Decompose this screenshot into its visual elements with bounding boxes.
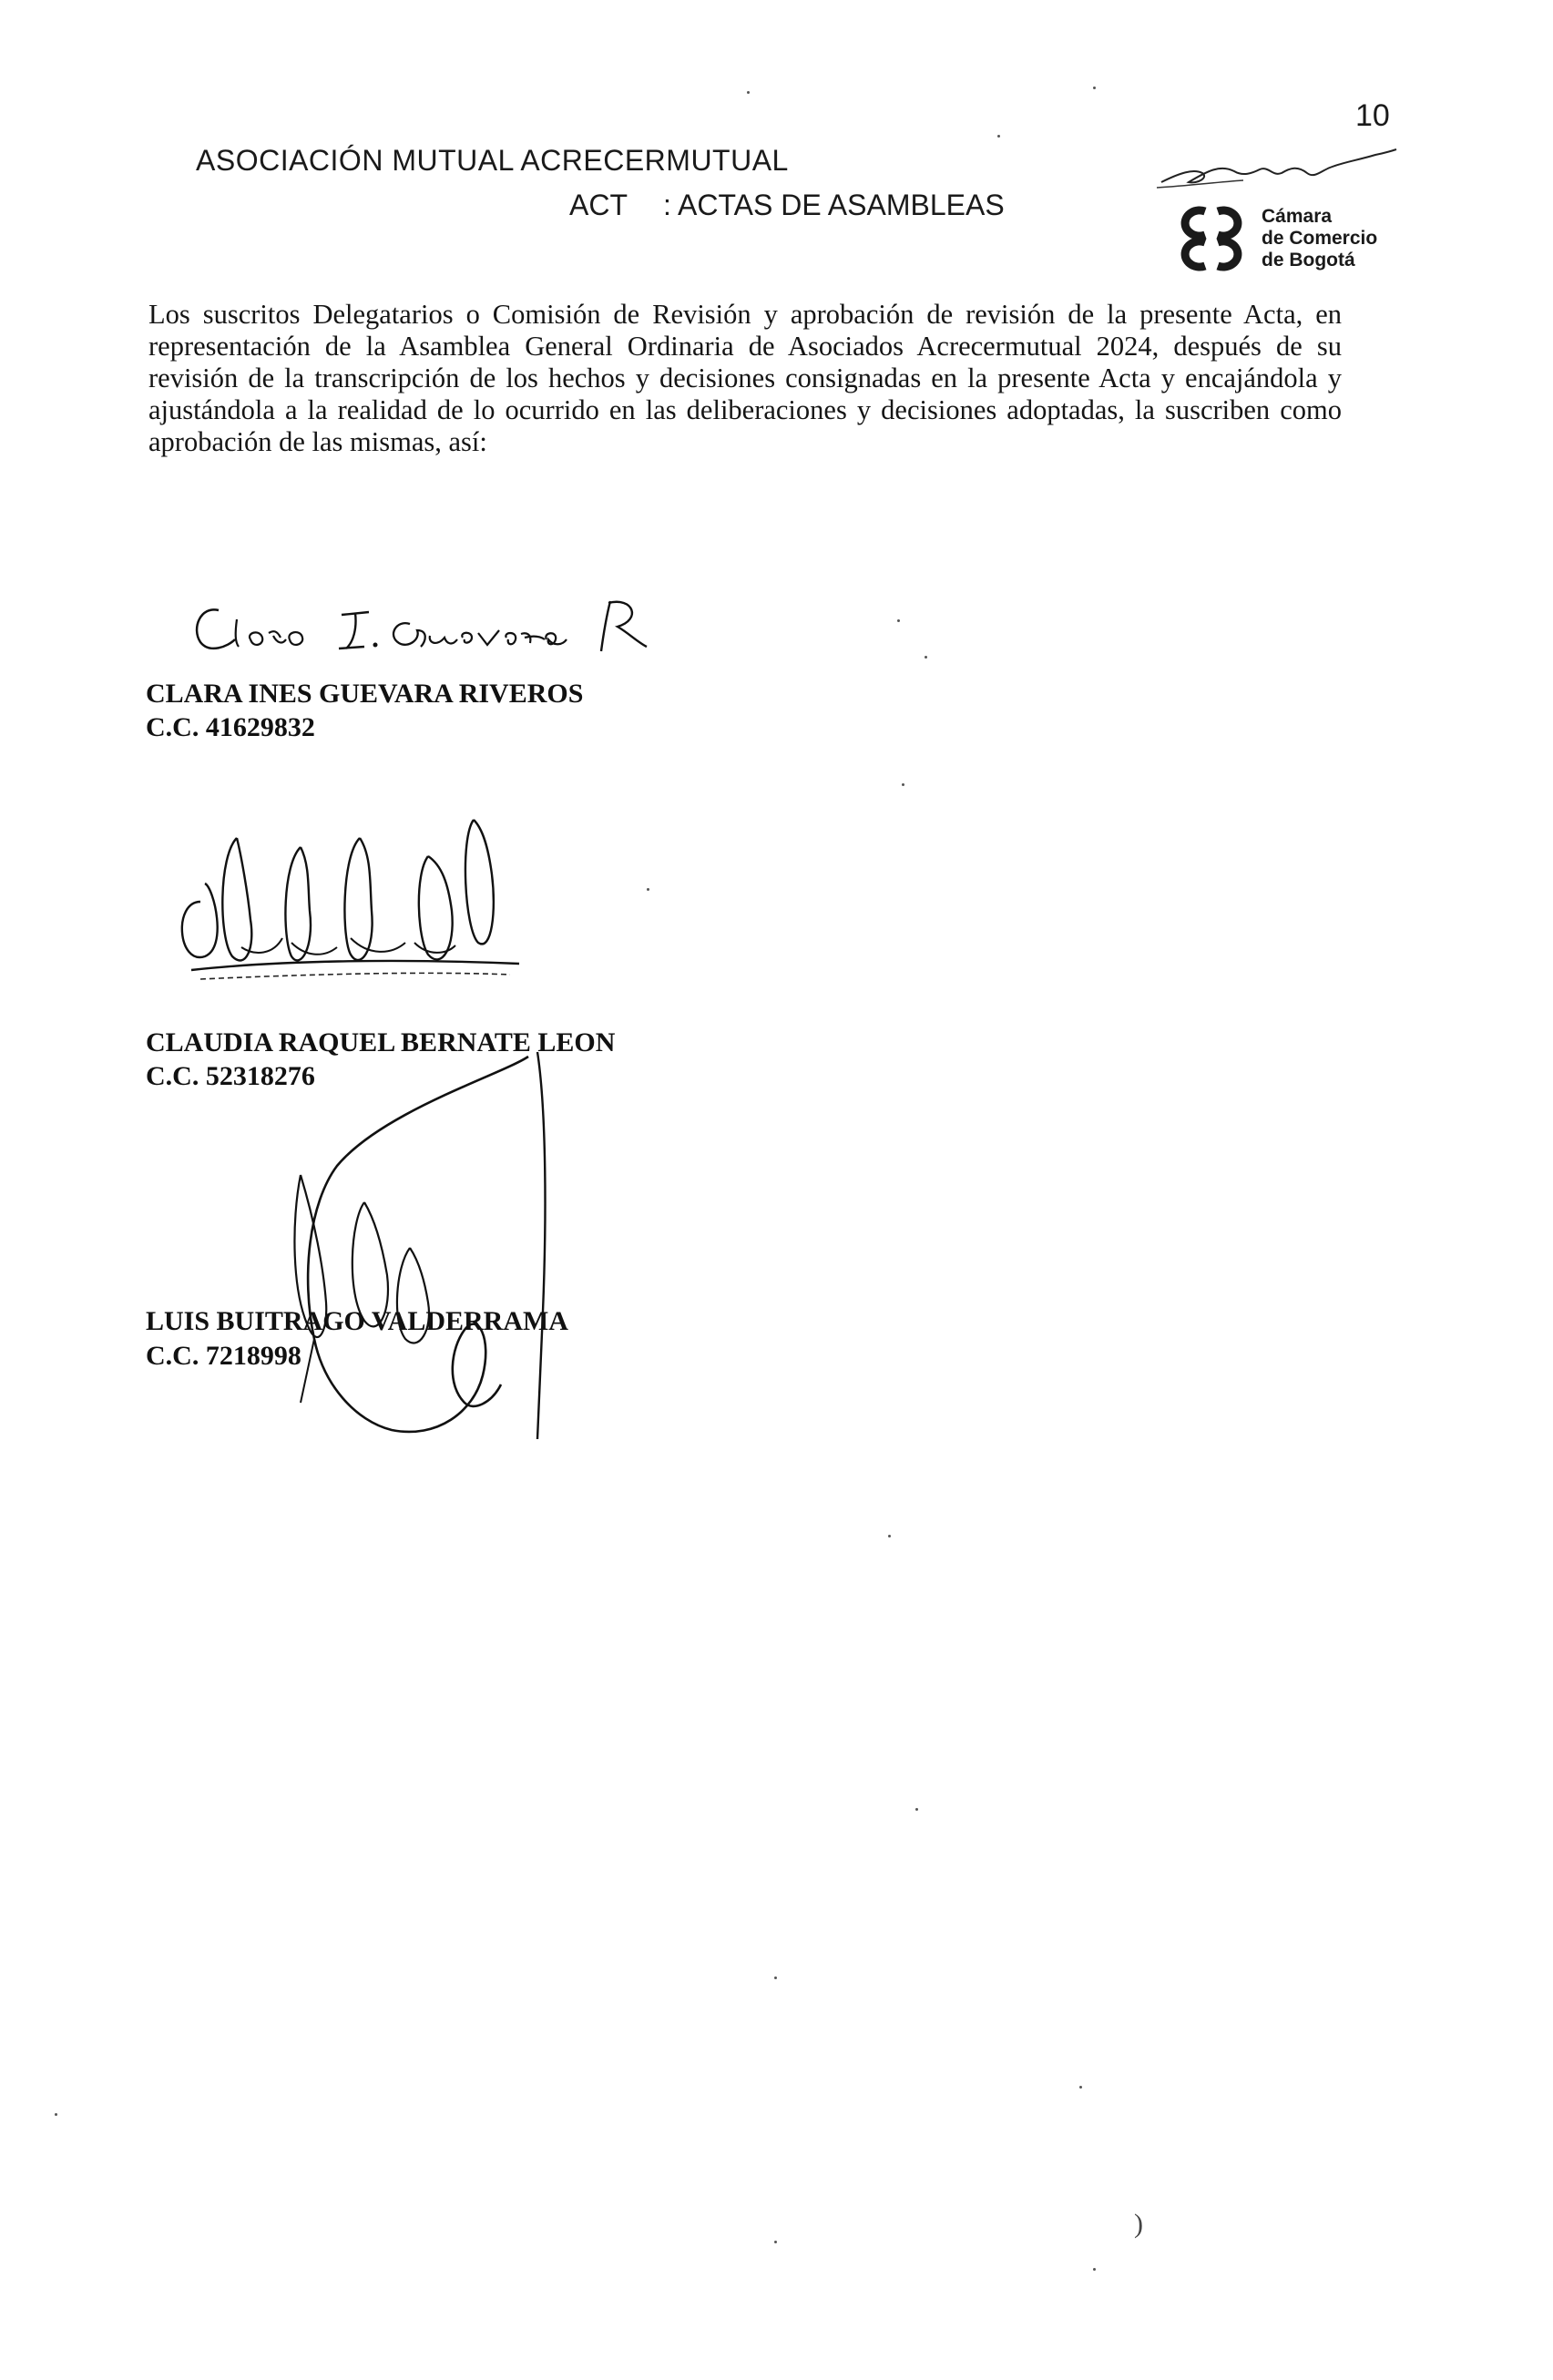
scan-speck xyxy=(55,2113,57,2116)
stamp-line-3: de Bogotá xyxy=(1262,250,1355,271)
page-number: 10 xyxy=(1355,98,1390,133)
signer-id-3: C.C. 7218998 xyxy=(146,1341,301,1371)
scan-speck xyxy=(774,1977,777,1979)
rubric-signature xyxy=(1152,146,1398,196)
signature-luis-buitrago xyxy=(273,1038,565,1448)
signer-id-2: C.C. 52318276 xyxy=(146,1061,315,1091)
act-label: ACT xyxy=(569,189,628,221)
scan-speck xyxy=(1093,2268,1096,2271)
scan-speck xyxy=(897,619,900,622)
stamp-line-1: Cámara xyxy=(1262,206,1333,227)
scan-speck xyxy=(902,783,904,786)
signer-name-1: CLARA INES GUEVARA RIVEROS xyxy=(146,679,584,709)
signature-claudia-bernate xyxy=(164,802,547,1011)
scan-speck xyxy=(1079,2086,1082,2089)
signer-name-3: LUIS BUITRAGO VALDERRAMA xyxy=(146,1306,568,1336)
approval-paragraph: Los suscritos Delegatarios o Comisión de Revisión y aprobación de revisión de la presente Acta, en representación de la Asamblea General Ordinaria de Asociados Acrecermutual 2024, después de su revisión de la transcripción de los hechos y decisiones consignadas en la presente Acta y encajándola y ajustándola a la realidad de lo ocurrido en las deliberaciones y decisiones adoptadas, la suscriben como aprobación de las mismas, así: xyxy=(148,299,1342,457)
stamp-line-2: de Comercio xyxy=(1262,228,1378,249)
scan-speck xyxy=(1093,87,1096,89)
scan-speck xyxy=(647,888,649,891)
signer-name-2: CLAUDIA RAQUEL BERNATE LEON xyxy=(146,1027,616,1057)
chamber-of-commerce-logo xyxy=(1170,202,1398,275)
scan-speck xyxy=(915,1808,918,1811)
scan-speck xyxy=(747,91,750,94)
signature-clara-guevara xyxy=(182,583,656,674)
scan-speck xyxy=(997,135,1000,138)
chamber-logo-icon xyxy=(1170,202,1257,275)
organization-name: ASOCIACIÓN MUTUAL ACRECERMUTUAL xyxy=(196,144,789,177)
signer-id-1: C.C. 41629832 xyxy=(146,712,315,742)
footer-mark: ) xyxy=(1134,2209,1143,2239)
scan-speck xyxy=(925,656,927,659)
scan-speck xyxy=(774,2241,777,2243)
act-value: : ACTAS DE ASAMBLEAS xyxy=(663,189,1005,221)
scan-speck xyxy=(888,1535,891,1537)
